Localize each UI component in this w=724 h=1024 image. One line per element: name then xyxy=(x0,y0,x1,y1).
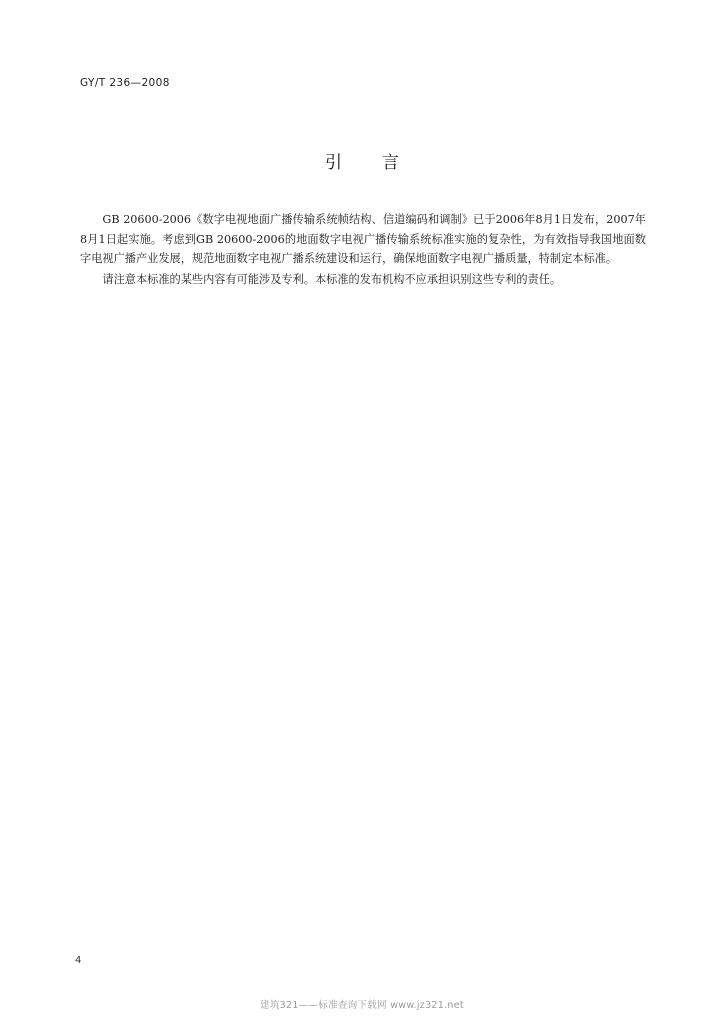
paragraph-intro: GB 20600-2006《数字电视地面广播传输系统帧结构、信道编码和调制》已于2006年8月1日发布，2007年8月1日起实施。考虑到GB 20600-2006的地面数字电视广播传输系统标准实施的复杂性，为有效指导我国地面数字电视广播产业发展，规范地面数字电视广播系统建设和运行，确保地面数字电视广播质量，特制定本标准。 xyxy=(80,213,646,265)
paragraph-patent-notice: 请注意本标准的某些内容有可能涉及专利。本标准的发布机构不应承担识别这些专利的责任。 xyxy=(102,272,562,286)
body-text xyxy=(80,210,646,289)
watermark-text: 建筑321——标准查询下载网 www.jz321.net xyxy=(260,1000,464,1011)
page-number: 4 xyxy=(75,955,82,966)
standard-code: GY/T 236—2008 xyxy=(80,77,170,89)
title-char-1: 引 xyxy=(325,153,342,173)
section-title xyxy=(0,148,724,173)
title-char-2: 言 xyxy=(382,153,399,173)
